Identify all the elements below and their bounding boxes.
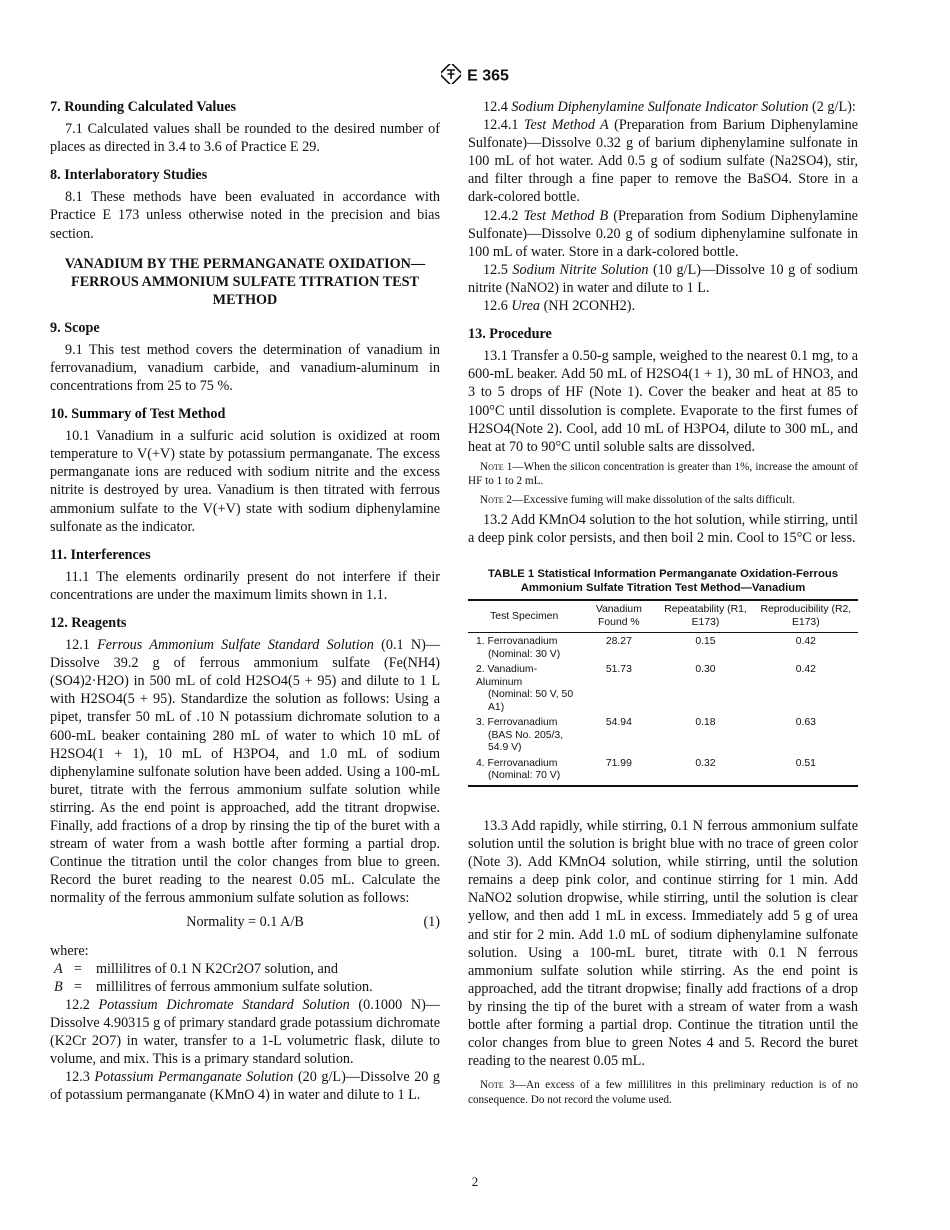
- table-1-title: TABLE 1 Statistical Information Permanganate Oxidation-Ferrous Ammonium Sulfate Titration Test Method—Vanadium: [487, 568, 839, 595]
- table-row: [468, 714, 858, 755]
- paragraph-13-1: 13.1 Transfer a 0.50-g sample, weighed to the nearest 0.1 mg, to a 600-mL beaker. Add 50 mL of H2SO4(1 + 1), 30 mL of HNO3, and 3 to 5 drops of HF (Note 1). Cover the beaker and heat at 85 to 100°C until dissolution is complete. Evaporate to the first fumes of H2SO4(Note 2). Cool, add 10 mL of H3PO4, dilute to 300 mL, and heat at 70 to 90°C until soluble salts are dissolved.: [468, 348, 858, 455]
- designation: E 365: [467, 67, 509, 85]
- paragraph-12-4-2: [468, 207, 858, 261]
- found-cell: 51.73: [605, 664, 632, 676]
- table-1: [468, 599, 858, 787]
- section-8-title: 8. Interlaboratory Studies: [50, 167, 208, 184]
- num: 12.3: [65, 1069, 95, 1086]
- note-text: —Excessive fuming will make dissolution of the salts difficult.: [512, 493, 795, 506]
- section-9-title: 9. Scope: [50, 319, 100, 336]
- specimen-nominal: (BAS No. 205/3, 54.9 V): [488, 729, 564, 754]
- body: (0.1 N)—Dissolve 39.2 g of ferrous ammonium sulfate (Fe(NH4)(SO4)2·H2O) in 500 mL of cold H2SO4(5 + 95) and dilute to 1 L with H2SO4(5 + 95). Standardize the solution as follows: Using a pipet, transfer 50 mL of .10 N potassium dichromate solution to a 600-mL beaker containing 280 mL of water to which 10 mL of H2SO4(1 + 1), 10 mL of H3PO4, and 1.0 mL of sodium diphenylamine sulfonate solution have been added. Using a 100-mL buret, titrate with the ferrous ammonium sulfate solution while stirring. As the end point is approached, add the titrant dropwise. Finally, add fractions of a drop by rinsing the tip of the buret with a stream of water from a wash bottle after forming a partial drop. Continue the titration until the color changes from blue to green. Record the buret reading to the nearest 0.05 mL. Calculate the normality of the ferrous ammonium sulfate solution as follows:: [50, 637, 441, 907]
- found-cell: 54.94: [605, 717, 632, 729]
- section-10-title: 10. Summary of Test Method: [50, 406, 226, 423]
- paragraph-12-2: [50, 996, 440, 1068]
- term: Ferrous Ammonium Sulfate Standard Solution: [97, 637, 374, 654]
- astm-logo-icon: [441, 64, 461, 89]
- body: (Preparation from Sodium Diphenylamine Sulfonate)—Dissolve 0.20 g of sodium diphenylamine sulfonate in 100 mL of water. Store in a dark-colored bottle.: [468, 207, 858, 260]
- header-specimen: Test Specimen: [468, 600, 580, 633]
- body: (20 g/L)—Dissolve 20 g of potassium permanganate (KMnO 4) in water and dilute to 1 L.: [50, 1069, 441, 1104]
- paragraph-12-5: [468, 261, 858, 297]
- paragraph-7-1: 7.1 Calculated values shall be rounded to the desired number of places as directed in 3.4 to 3.6 of Practice E 29.: [50, 121, 440, 156]
- paragraph-8-1: 8.1 These methods have been evaluated in accordance with Practice E 173 unless otherwise noted in the precision and bias section.: [50, 189, 440, 242]
- def: millilitres of ferrous ammonium sulfate solution.: [96, 978, 373, 995]
- r1-cell: 0.32: [657, 755, 753, 786]
- equation-text: Normality = 0.1 A/B: [186, 914, 304, 931]
- paragraph-13-3: 13.3 Add rapidly, while stirring, 0.1 N ferrous ammonium sulfate solution until the solution is bright blue with no trace of green color (Note 3). Add KMnO4 solution, while stirring, until the solution remains a deep pink color, and continue stirring for 1 min. Add NaNO2 solution dropwise, while stirring, until the solution is clear yellow, and then add 1 mL in excess. Immediately add 5 g of urea and stir for 2 min. Add 1.0 mL of sodium diphenylamine sulfonate solution. Using a 100-mL buret, titrate with 0.1 N ferrous ammonium sulfate solution while stirring. As the end point is approached, add the titrant dropwise; finally add fractions of a drop by rinsing the tip of the buret with a stream of water from a wash bottle after forming a partial drop. Continue the titration until the color changes from blue to green Notes 4 and 5. Record the buret reading to the nearest 0.05 mL.: [468, 817, 858, 1070]
- note-3: [468, 1078, 858, 1107]
- r2-cell: 0.51: [754, 755, 858, 786]
- specimen: 2. Vanadium-Aluminum: [476, 664, 538, 688]
- found-cell: 71.99: [580, 755, 657, 786]
- found-cell: 28.27: [605, 636, 632, 648]
- body: (NH 2CONH2).: [540, 298, 635, 315]
- section-12-title: 12. Reagents: [50, 614, 127, 631]
- table-row: [468, 633, 858, 662]
- header-found: Vanadium Found %: [580, 600, 657, 633]
- method-title: VANADIUM BY THE PERMANGANATE OXIDATION—FERROUS AMMONIUM SULFATE TITRATION TEST METHOD: [64, 255, 426, 308]
- r2-cell: 0.63: [795, 717, 816, 729]
- note-text: —When the silicon concentration is greater than 1%, increase the amount of HF to 1 to 2 mL.: [468, 460, 858, 488]
- num: 12.4.2: [483, 207, 524, 224]
- term: Urea: [511, 298, 541, 315]
- r1-cell: 0.18: [695, 717, 716, 729]
- where-label: where:: [50, 942, 89, 959]
- var: A: [54, 960, 63, 977]
- var: B: [54, 978, 63, 995]
- paragraph-13-2: 13.2 Add KMnO4 solution to the hot solution, while stirring, until a deep pink color persists, and then boil 2 min. Cool to 15°C or less.: [468, 512, 858, 547]
- note-text: —An excess of a few millilitres in this preliminary reduction is of no consequence. Do not record the volume used.: [468, 1079, 858, 1106]
- left-column: [50, 98, 440, 1104]
- specimen-nominal: (Nominal: 70 V): [488, 770, 561, 782]
- note-1: [468, 460, 858, 489]
- table-row: [468, 661, 858, 714]
- section-7-title: 7. Rounding Calculated Values: [50, 99, 237, 115]
- specimen: 4. Ferrovanadium: [476, 757, 558, 769]
- num: 12.6: [483, 298, 512, 315]
- term: Sodium Nitrite Solution: [512, 261, 649, 278]
- body: (10 g/L)—Dissolve 10 g of sodium nitrite (NaNO2) in water and dilute to 1 L.: [468, 261, 858, 296]
- paragraph-9-1: 9.1 This test method covers the determination of vanadium in ferrovanadium, vanadium carbide, and vanadium-aluminum in concentrations from 25 to 75 %.: [50, 341, 440, 394]
- page-number: 2: [471, 1174, 479, 1189]
- term: Potassium Dichromate Standard Solution: [98, 996, 350, 1013]
- table-row: [468, 755, 858, 786]
- right-column: [468, 98, 858, 1111]
- paragraph-11-1: 11.1 The elements ordinarily present do not interfere if their concentrations are under the maximum limits shown in 1.1.: [50, 568, 440, 603]
- paragraph-12-1: [50, 636, 440, 907]
- specimen-cell: [468, 661, 580, 714]
- paragraph-12-4-1: [468, 116, 858, 206]
- note-label: Note 2: [480, 493, 513, 506]
- note-label: Note 1: [480, 460, 513, 473]
- r2-cell: 0.42: [795, 664, 816, 676]
- term: Sodium Diphenylamine Sulfonate Indicator Solution: [511, 99, 809, 115]
- header-repeatability: Repeatability (R1, E173): [657, 600, 753, 633]
- header-reproducibility: Reproducibility (R2, E173): [754, 600, 858, 633]
- num: 12.1: [65, 637, 98, 654]
- specimen: 1. Ferrovanadium: [476, 636, 558, 648]
- page-header: [0, 64, 950, 89]
- note-2: [468, 493, 858, 508]
- where-row-b: [50, 978, 440, 996]
- section-13-title: 13. Procedure: [468, 326, 552, 343]
- specimen-nominal: (Nominal: 50 V, 50 A1): [488, 689, 574, 713]
- paragraph-10-1: 10.1 Vanadium in a sulfuric acid solution is oxidized at room temperature to V(+V) state by potassium permanganate. The excess permanganate ions are reduced with sodium nitrite and the excess nitrite is destroyed by urea. Vanadium is then titrated with ferrous ammonium sulfate to the V(+V) state with sodium diphenylamine sulfonate as the indicator.: [50, 428, 440, 535]
- specimen-cell: [468, 714, 580, 755]
- r2-cell: 0.42: [795, 636, 816, 648]
- def: millilitres of 0.1 N K2Cr2O7 solution, and: [96, 960, 338, 977]
- term: Potassium Permanganate Solution: [94, 1069, 294, 1086]
- where-row-a: [50, 960, 440, 978]
- term: Test Method B: [523, 207, 609, 224]
- eq: =: [74, 978, 83, 995]
- specimen-cell: [468, 755, 580, 786]
- body: (2 g/L):: [808, 99, 856, 115]
- num: 12.4.1: [483, 117, 524, 134]
- num: 12.5: [483, 261, 513, 278]
- body: (0.1000 N)—Dissolve 4.90315 g of primary standard grade potassium dichromate (K2Cr 2O7) in water, transfer to a 1-L volumetric flask, dilute to volume, and mix. This is a primary standard solution.: [50, 996, 440, 1068]
- r1-cell: 0.15: [695, 636, 716, 648]
- paragraph-12-6: [468, 297, 858, 315]
- num: 12.2: [65, 996, 99, 1013]
- paragraph-12-4: [468, 98, 858, 116]
- equation-1: [50, 913, 440, 931]
- specimen-nominal: (Nominal: 30 V): [488, 648, 561, 660]
- eq: =: [74, 960, 83, 977]
- num: 12.4: [483, 99, 512, 115]
- note-label: Note 3: [480, 1079, 515, 1092]
- specimen-cell: [468, 633, 580, 662]
- section-11-title: 11. Interferences: [50, 546, 151, 563]
- specimen: 3. Ferrovanadium: [476, 717, 558, 729]
- term: Test Method A: [523, 117, 609, 134]
- body: (Preparation from Barium Diphenylamine Sulfonate)—Dissolve 0.32 g of barium diphenylamine sulfonate in 100 mL of hot water. Add 0.5 g of sodium sulfate (Na2SO4), stir, and filter through a fine paper to remove the BaSO4. Store in a dark-colored bottle.: [468, 117, 858, 206]
- equation-number: (1): [423, 914, 440, 931]
- paragraph-12-3: [50, 1068, 440, 1104]
- table-header-row: [468, 600, 858, 633]
- r1-cell: 0.30: [695, 664, 716, 676]
